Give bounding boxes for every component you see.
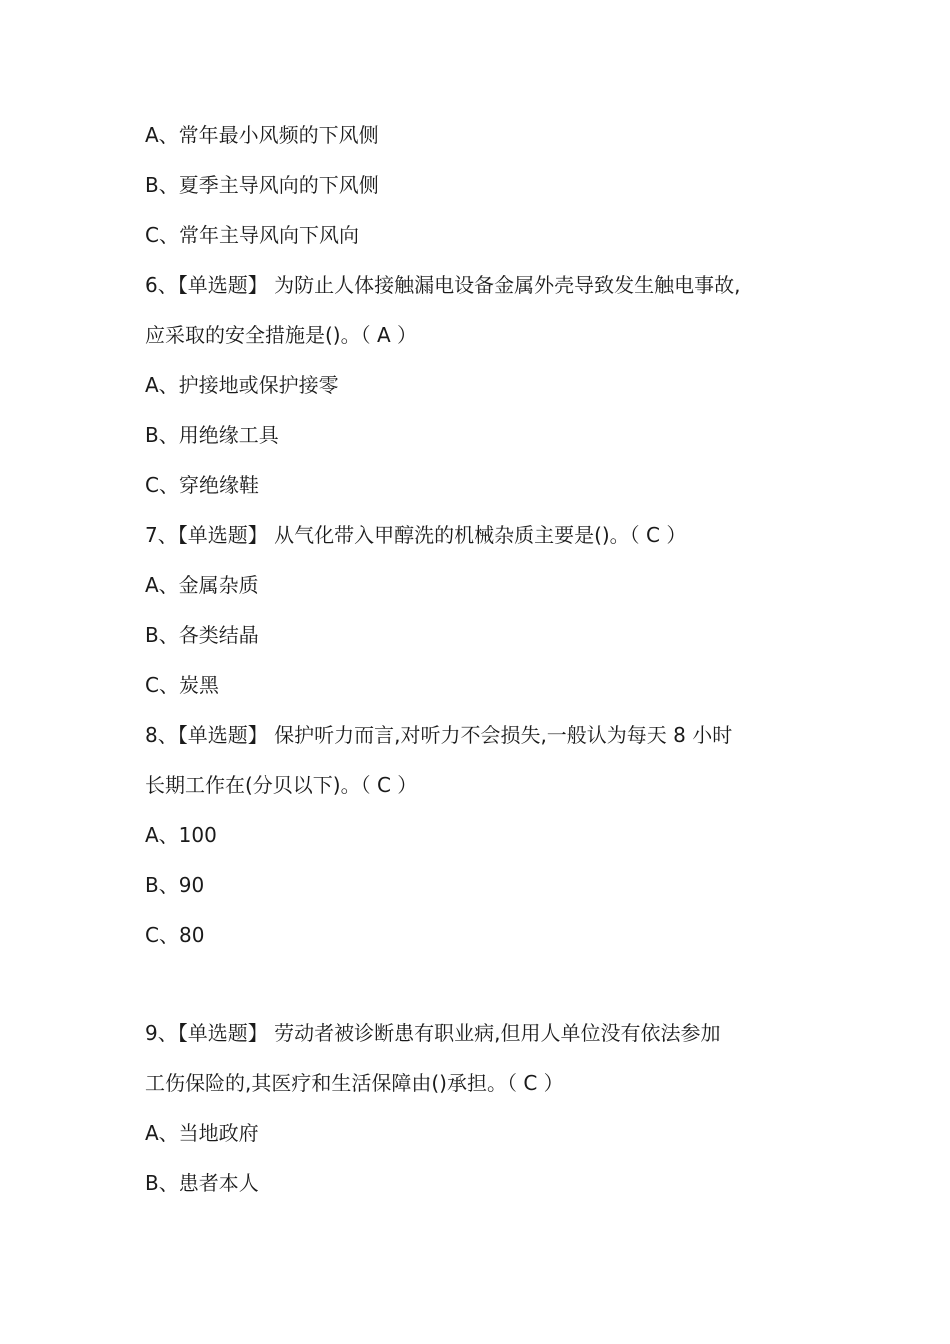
q6-stem-line-1: 6、【单选题】 为防止人体接触漏电设备金属外壳导致发生触电事故, bbox=[145, 273, 741, 297]
q9-stem-line-2: 工伤保险的,其医疗和生活保障由()承担。（ C ） bbox=[145, 1071, 564, 1095]
q5-option-c: C、常年主导风向下风向 bbox=[145, 223, 359, 247]
q9-option-b: B、患者本人 bbox=[145, 1171, 259, 1195]
q6-option-b: B、用绝缘工具 bbox=[145, 423, 279, 447]
q9-option-a: A、当地政府 bbox=[145, 1121, 259, 1145]
q6-stem-line-2: 应采取的安全措施是()。（ A ） bbox=[145, 323, 418, 347]
q8-option-c: C、80 bbox=[145, 923, 205, 947]
q7-stem: 7、【单选题】 从气化带入甲醇洗的机械杂质主要是()。（ C ） bbox=[145, 523, 687, 547]
q5-option-a: A、常年最小风频的下风侧 bbox=[145, 123, 379, 147]
q9-stem-line-1: 9、【单选题】 劳动者被诊断患有职业病,但用人单位没有依法参加 bbox=[145, 1021, 721, 1045]
q8-option-b: B、90 bbox=[145, 873, 205, 897]
q7-option-a: A、金属杂质 bbox=[145, 573, 259, 597]
q8-option-a: A、100 bbox=[145, 823, 217, 847]
q5-option-b: B、夏季主导风向的下风侧 bbox=[145, 173, 379, 197]
q6-option-c: C、穿绝缘鞋 bbox=[145, 473, 259, 497]
q8-stem-line-1: 8、【单选题】 保护听力而言,对听力不会损失,一般认为每天 8 小时 bbox=[145, 723, 733, 747]
q7-option-b: B、各类结晶 bbox=[145, 623, 259, 647]
q7-option-c: C、炭黑 bbox=[145, 673, 219, 697]
q8-stem-line-2: 长期工作在(分贝以下)。（ C ） bbox=[145, 773, 418, 797]
q6-option-a: A、护接地或保护接零 bbox=[145, 373, 339, 397]
